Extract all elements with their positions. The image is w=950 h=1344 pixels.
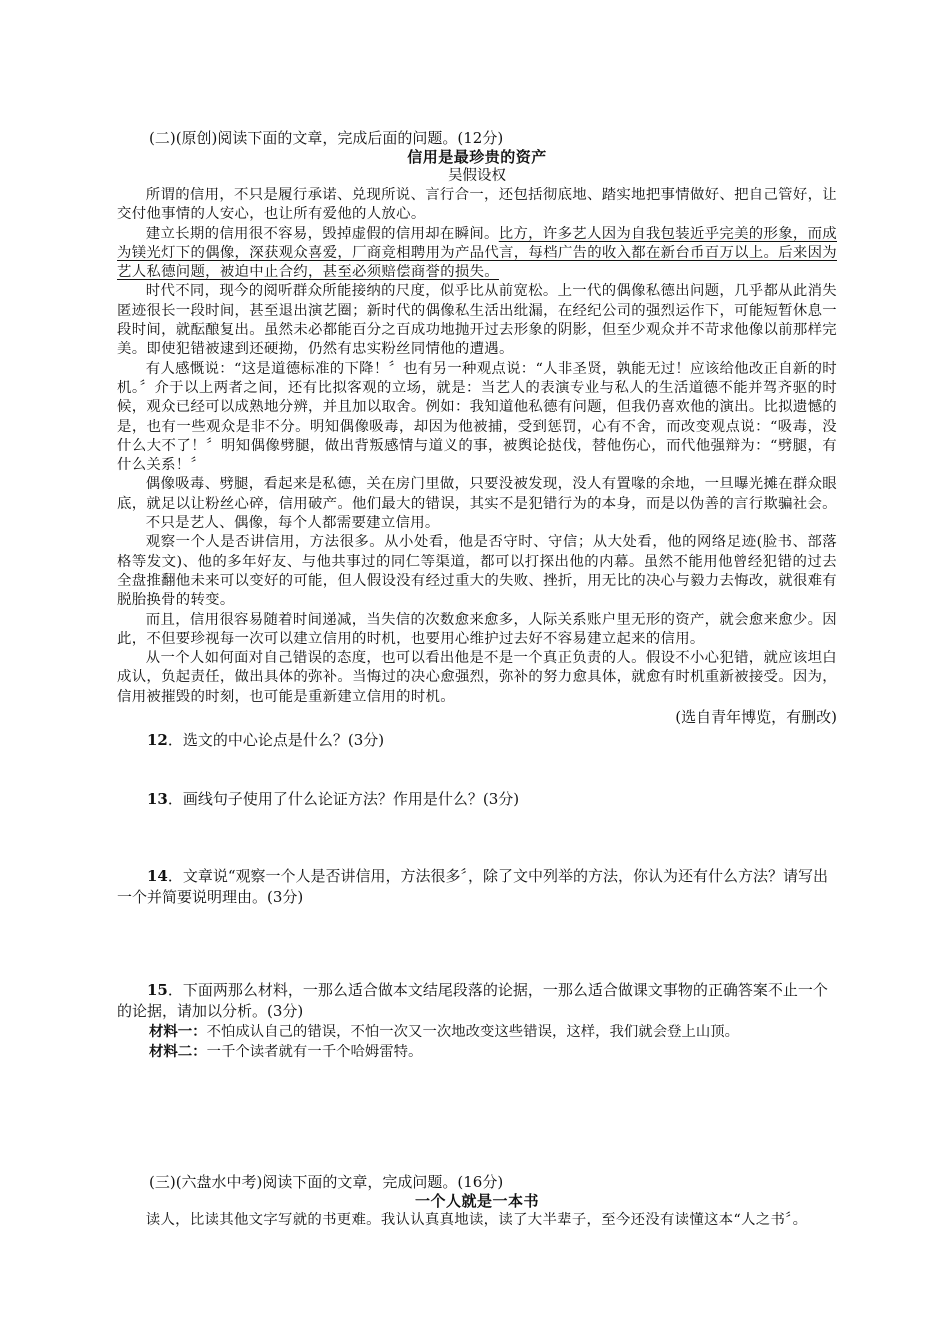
question-number: 15 [147,981,168,1000]
material-text: 一千个读者就有一千个哈姆雷特。 [206,1044,423,1061]
material-2 [117,1042,837,1062]
question-13 [117,789,837,810]
article-paragraph-6: 不只是艺人、偶像，每个人都需要建立信用。 [145,515,440,532]
article-paragraph-1: 所谓的信用，不只是履行承诺、兑现所说、言行合一，还包括彻底地、踏实地把事情做好、把自己管好，让交付他事情的人安心，也让所有爱他的人放心。 [117,187,837,223]
material-label: 材料二： [149,1043,207,1061]
section3-intro: (三)(六盘水中考)阅读下面的文章，完成问题。(16分) [149,1173,504,1192]
question-number: 12 [147,731,168,750]
section2-intro: (二)(原创)阅读下面的文章，完成后面的问题。(12分) [149,129,504,147]
question-text: ．文章说“观察一个人是否讲信用，方法很多〞，除了文中列举的方法，你认为还有什么方法？请写出一个并简要说明理由。(3分) [117,867,829,907]
document-content [117,128,837,1230]
article-paragraph-9: 从一个人如何面对自己错误的态度，也可以看出他是不是一个真正负责的人。假设不小心犯错，就应该坦白成认，负起责任，做出具体的弥补。当悔过的决心愈强烈，弥补的努力愈具体，就愈有时机重新被接受。因为，信用被摧毁的时刻，也可能是重新建立信用的时机。 [117,650,837,705]
article-paragraph-2 [117,225,837,283]
material-text: 不怕成认自己的错误，不怕一次又一次地改变这些错误，这样，我们就会登上山顶。 [206,1024,740,1041]
article-paragraph-5: 偶像吸毒、劈腿，看起来是私德，关在房门里做，只要没被发现，没人有置喙的余地，一旦曝光摊在群众眼底，就足以让粉丝心碎，信用破产。他们最大的错误，其实不是犯错行为的本身，而是以伪善的言行欺骗社会。 [117,476,837,512]
section3-title: 一个人就是一本书 [414,1192,539,1211]
question-14 [117,866,837,908]
article-paragraph-4: 有人感慨说：“这是道德标准的下降！〞也有另一种观点说：“人非圣贤，孰能无过！应该给他改正自新的时机。〞介于以上两者之间，还有比拟客观的立场，就是：当艺人的表演专业与私人的生活道德不能并驾齐驱的时候，观众已经可以成熟地分辨，并且加以取舍。例如：我知道他私德有问题，但我仍喜欢他的演出。比拟遗憾的是，也有一些观众是非不分。明知偶像吸毒，却因为他被捕，受到惩罚，心有不舍，而改变观点说：“吸毒，没什么大不了！〞明知偶像劈腿，做出背叛感情与道义的事，被舆论挞伐，替他伤心，而代他强辩为：“劈腿，有什么关系！〞 [117,360,837,474]
material-1 [117,1022,837,1042]
question-number: 13 [147,790,168,809]
article-author: 吴假设权 [448,168,506,184]
article-title: 信用是最珍贵的资产 [407,148,547,166]
paragraph-2-lead: 建立长期的信用很不容易，毁掉虚假的信用却在瞬间。 [145,225,499,242]
question-number: 14 [147,867,168,886]
question-15 [117,980,837,1022]
article-source: (选自青年博览，有删改) [675,708,837,727]
question-text: ．画线句子使用了什么论证方法？作用是什么？(3分) [167,790,520,809]
article-paragraph-7: 观察一个人是否讲信用，方法很多。从小处看，他是否守时、守信；从大处看，他的网络足迹(脸书、部落格等发文)、他的多年好友、与他共事过的同仁等渠道，都可以打探出他的内幕。虽然不能用他曾经犯错的过去全盘推翻他未来可以变好的可能，但人假设没有经过重大的失败、挫折，用无比的决心与毅力去悔改，就很难有脱胎换骨的转变。 [117,534,837,609]
underlined-sentence: 比方，许多艺人因为自我包装近乎完美的形象，而成为镁光灯下的偶像，深获观众喜爱，厂商竞相聘用为产品代言，每档广告的收入都在新台币百万以上。后来因为艺人私德问题，被迫中止合约，甚至必须赔偿商誉的损失。 [117,225,838,281]
section3-paragraph-1: 读人，比读其他文字写就的书更难。我认认真真地读，读了大半辈子，至今还没有读懂这本“人之书〞。 [145,1212,808,1229]
question-text: ．选文的中心论点是什么？(3分) [167,731,385,750]
article-paragraph-8: 而且，信用很容易随着时间递减，当失信的次数愈来愈多，人际关系账户里无形的资产，就会愈来愈少。因此，不但要珍视每一次可以建立信用的时机，也要用心维护过去好不容易建立起来的信用。 [117,611,837,647]
material-label: 材料一： [149,1023,207,1041]
question-text: ．下面两那么材料，一那么适合做本文结尾段落的论据，一那么适合做课文事物的正确答案不止一个的论据，请加以分析。(3分) [117,981,828,1021]
question-12 [117,730,837,751]
article-paragraph-3: 时代不同，现今的阅听群众所能接纳的尺度，似乎比从前宽松。上一代的偶像私德出问题，几乎都从此消失匿迹很长一段时间，甚至退出演艺圈；新时代的偶像私生活出纰漏，在经纪公司的强烈运作下，可能短暂休息一段时间，就酝酿复出。虽然未必都能百分之百成功地抛开过去形象的阴影，但至少观众并不苛求他像以前那样完美。即使犯错被逮到还硬拗，仍然有忠实粉丝同情他的遭遇。 [117,283,837,358]
